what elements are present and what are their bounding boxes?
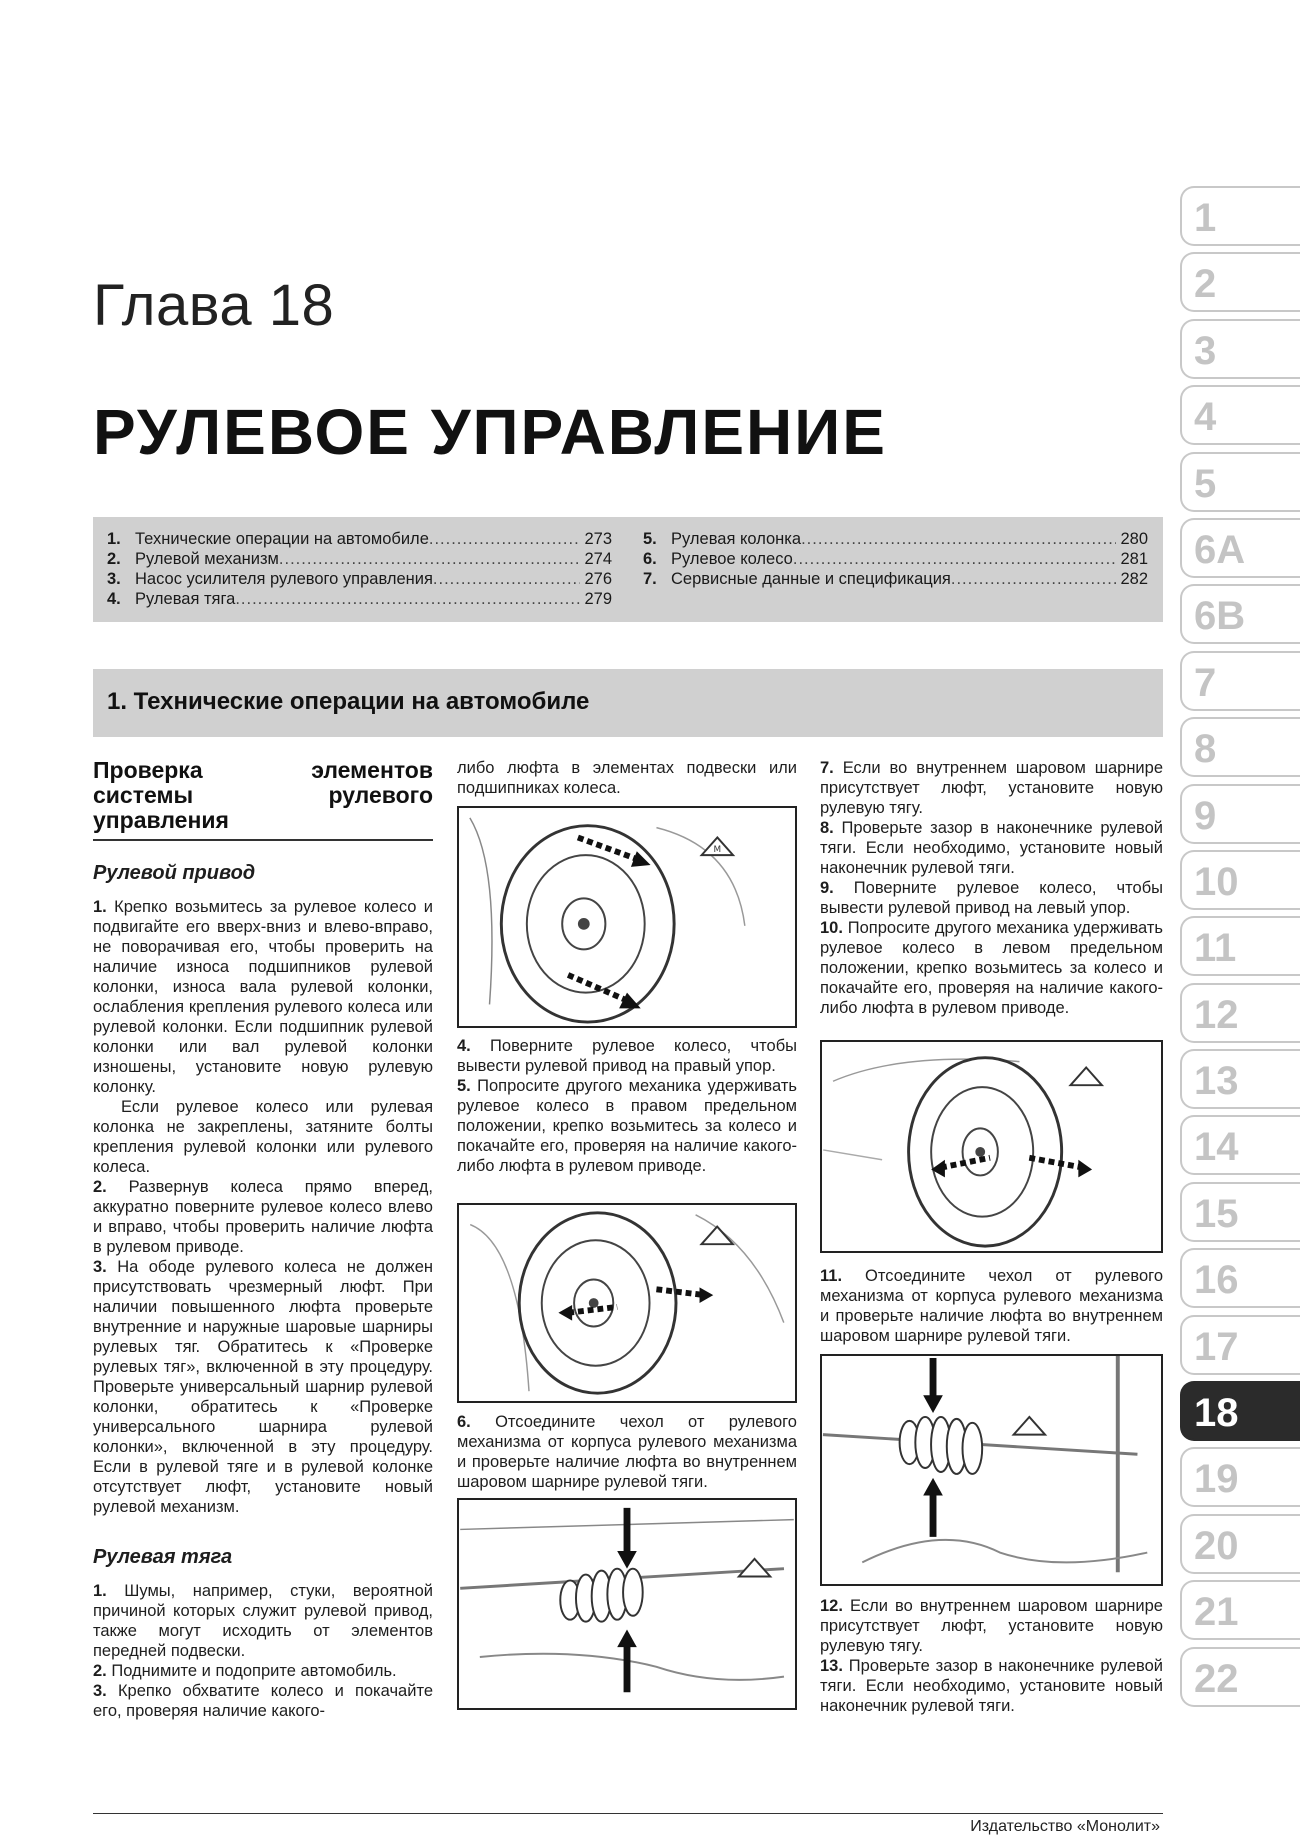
chapter-tab[interactable]: 9	[1180, 784, 1300, 844]
paragraph: Если рулевое колесо или рулевая колонка не закреплены, затяните болты крепления рулевой колонки или рулевого колеса.	[93, 1098, 433, 1176]
paragraph: 2. Развернув колеса прямо вперед, аккуратно поверните рулевое колесо влево и вправо, чтобы проверить наличие люфта в рулевом приводе.	[93, 1178, 433, 1256]
chapter-tab[interactable]: 15	[1180, 1182, 1300, 1242]
paragraph: 9. Поверните рулевое колесо, чтобы вывести рулевой привод на левый упор.	[820, 879, 1163, 917]
chapter-tab[interactable]: 14	[1180, 1115, 1300, 1175]
chapter-tab[interactable]: 1	[1180, 186, 1300, 246]
chapter-tab[interactable]: 19	[1180, 1447, 1300, 1507]
wheel-illustration	[459, 808, 795, 1026]
paragraph: 12. Если во внутреннем шаровом шарнире присутствует люфт, установите новую рулевую тягу.	[820, 1597, 1163, 1655]
chapter-tab[interactable]: 12	[1180, 983, 1300, 1043]
wheel-illustration	[459, 1205, 795, 1401]
paragraph: 13. Проверьте зазор в наконечнике рулевой тяги. Если необходимо, установите новый наконечник рулевой тяги.	[820, 1657, 1163, 1715]
contents-entry[interactable]: 2. Рулевой механизм ..... 274	[107, 549, 612, 569]
figure-wheel-horizontal-play	[457, 1203, 797, 1403]
chapter-tab[interactable]: 16	[1180, 1248, 1300, 1308]
paragraph: 5. Попросите другого механика удерживать рулевое колесо в правом предельном положении, крепко возьмитесь за колесо и покачайте его, проверяя на наличие какого-либо люфта в рулевом приводе.	[457, 1077, 797, 1175]
contents-entry[interactable]: 1. Технические операции на автомобиле ..... 273	[107, 529, 612, 549]
paragraph: 3. На ободе рулевого колеса не должен присутствовать чрезмерный люфт. При наличии повышенного люфта проверьте внутренние и наружные шаровые шарниры рулевых тяг. Обратитесь к «Проверке рулевых тяг», включенной в эту процедуру. Проверьте универсальный шарнир рулевой колонки, обратитесь к «Проверке универсального шарнира рулевой колонки», включенной в эту процедуру. Если в рулевой тяге и в рулевой колонке отсутствует люфт, установите новый рулевой механизм.	[93, 1258, 433, 1516]
contents-left-column	[107, 529, 612, 609]
chapter-tab[interactable]: 7	[1180, 651, 1300, 711]
text-block	[457, 1036, 797, 1176]
chapter-contents	[93, 517, 1163, 622]
figure-tie-rod-boot	[457, 1498, 797, 1710]
contents-entry[interactable]: 6. Рулевое колесо ..... 281	[643, 549, 1148, 569]
tie-rod-illustration	[822, 1356, 1161, 1584]
chapter-tab[interactable]: 21	[1180, 1580, 1300, 1640]
paragraph: либо люфта в элементах подвески или подшипниках колеса.	[457, 759, 797, 797]
chapter-tab[interactable]: 4	[1180, 385, 1300, 445]
chapter-label: Глава 18	[93, 273, 335, 338]
chapter-tab[interactable]: 6B	[1180, 584, 1300, 644]
text-column-3	[820, 758, 1163, 1018]
paragraph: 2. Поднимите и подоприте автомобиль.	[93, 1662, 397, 1680]
paragraph: 1. Крепко возьмитесь за рулевое колесо и подвигайте его вверх-вниз и влево-вправо, не поворачивая его, чтобы проверить на наличие износа подшипников рулевой колонки, износа вала рулевой колонки, ослабления крепления рулевого колеса или рулевой колонки. Если подшипник рулевой колонки или вал рулевой колонки изношены, установите новую рулевую колонку.	[93, 898, 433, 1096]
section-title: 1. Технические операции на автомобиле	[93, 669, 1163, 737]
subsection-heading: Проверка элементов системы рулевого управления	[93, 758, 433, 841]
contents-entry[interactable]: 3. Насос усилителя рулевого управления ..... 276	[107, 569, 612, 589]
text-column-2	[457, 758, 797, 798]
chapter-tab-active[interactable]: 18	[1180, 1381, 1300, 1441]
figure-tie-rod-boot-2	[820, 1354, 1163, 1586]
paragraph: 11. Отсоедините чехол от рулевого механизма от корпуса рулевого механизма и проверьте наличие люфта во внутреннем шаровом шарнире рулевой тяги.	[820, 1267, 1163, 1345]
chapter-tab[interactable]: 17	[1180, 1315, 1300, 1375]
chapter-tab[interactable]: 11	[1180, 916, 1300, 976]
svg-text:M: M	[713, 845, 722, 856]
paragraph: 8. Проверьте зазор в наконечнике рулевой тяги. Если необходимо, установите новый наконечник рулевой тяги.	[820, 819, 1163, 877]
paragraph: 1. Шумы, например, стуки, вероятной причиной которых служит рулевой привод, также могут исходить от элементов передней подвески.	[93, 1582, 433, 1660]
chapter-tab[interactable]: 3	[1180, 319, 1300, 379]
chapter-tab[interactable]: 10	[1180, 850, 1300, 910]
text-block	[820, 1266, 1163, 1346]
chapter-tab[interactable]: 6A	[1180, 518, 1300, 578]
text-block	[820, 1596, 1163, 1716]
figure-wheel-left-lock	[820, 1040, 1163, 1253]
figure-wheel-vertical-play	[457, 806, 797, 1028]
contents-entry[interactable]: 4. Рулевая тяга ..... 279	[107, 589, 612, 609]
chapter-tabs	[1180, 186, 1300, 1713]
chapter-tab[interactable]: 8	[1180, 717, 1300, 777]
text-block	[457, 1412, 797, 1492]
contents-entry[interactable]: 7. Сервисные данные и спецификация ..... 282	[643, 569, 1148, 589]
footer-rule	[93, 1813, 1163, 1814]
text-column-1	[93, 758, 433, 1721]
chapter-title: РУЛЕВОЕ УПРАВЛЕНИЕ	[93, 396, 887, 468]
chapter-tab[interactable]: 2	[1180, 252, 1300, 312]
paragraph: 3. Крепко обхватите колесо и покачайте его, проверяя наличие какого-	[93, 1682, 433, 1720]
paragraph: 4. Поверните рулевое колесо, чтобы вывести рулевой привод на правый упор.	[457, 1037, 797, 1075]
wheel-illustration	[822, 1042, 1161, 1251]
paragraph: 10. Попросите другого механика удерживать рулевое колесо в левом предельном положении, крепко возьмитесь за колесо и покачайте его, проверяя на наличие какого-либо люфта в рулевом приводе.	[820, 919, 1163, 1017]
paragraph: 6. Отсоедините чехол от рулевого механизма от корпуса рулевого механизма и проверьте наличие люфта во внутреннем шаровом шарнире рулевой тяги.	[457, 1413, 797, 1491]
contents-entry[interactable]: 5. Рулевая колонка ..... 280	[643, 529, 1148, 549]
chapter-tab[interactable]: 5	[1180, 452, 1300, 512]
publisher: Издательство «Монолит»	[970, 1818, 1160, 1835]
contents-right-column	[643, 529, 1148, 589]
steering-drive-heading: Рулевой привод	[93, 862, 256, 884]
paragraph: 7. Если во внутреннем шаровом шарнире присутствует люфт, установите новую рулевую тягу.	[820, 759, 1163, 817]
chapter-tab[interactable]: 13	[1180, 1049, 1300, 1109]
tie-rod-illustration	[459, 1500, 795, 1708]
tie-rod-heading: Рулевая тяга	[93, 1546, 233, 1568]
chapter-tab[interactable]: 20	[1180, 1514, 1300, 1574]
chapter-tab[interactable]: 22	[1180, 1647, 1300, 1707]
